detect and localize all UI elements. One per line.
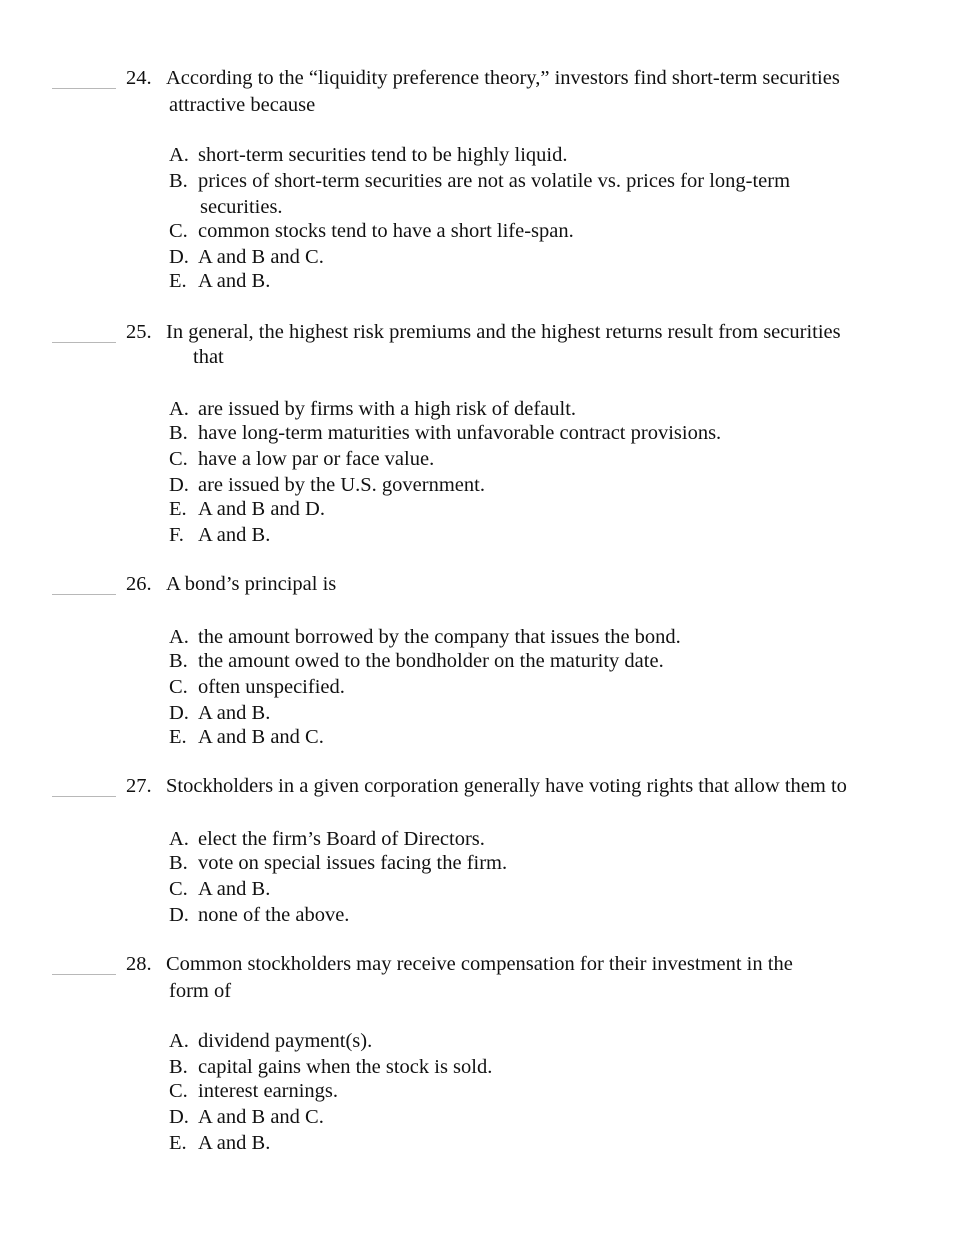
option-text: short-term securities tend to be highly liquid. xyxy=(198,144,568,166)
question-number: 24. xyxy=(126,67,152,89)
question-number: 27. xyxy=(126,775,152,797)
option-d xyxy=(169,701,270,725)
option-letter: E. xyxy=(169,498,187,520)
option-c xyxy=(169,1079,338,1103)
option-text: A and B and C. xyxy=(198,1106,324,1128)
option-d xyxy=(169,473,485,497)
option-c xyxy=(169,877,270,901)
option-text: prices of short-term securities are not as volatile vs. prices for long-term xyxy=(198,170,791,192)
option-letter: C. xyxy=(169,1080,188,1102)
option-text: A and B and C. xyxy=(198,726,324,748)
option-text: A and B. xyxy=(198,270,271,292)
question-stem-line-2: form of xyxy=(169,980,232,1002)
option-letter: C. xyxy=(169,676,188,698)
option-b xyxy=(169,421,721,445)
answer-blank[interactable] xyxy=(52,974,116,975)
option-text: the amount owed to the bondholder on the maturity date. xyxy=(198,650,664,672)
option-text: common stocks tend to have a short life-span. xyxy=(198,220,574,242)
option-text: none of the above. xyxy=(198,904,350,926)
option-text: A and B. xyxy=(198,1132,271,1154)
option-e xyxy=(169,497,325,521)
option-c xyxy=(169,675,345,699)
option-text: vote on special issues facing the firm. xyxy=(198,852,508,874)
option-b-continued: securities. xyxy=(200,196,283,218)
option-d xyxy=(169,245,324,269)
option-letter: B. xyxy=(169,650,188,672)
answer-blank[interactable] xyxy=(52,342,116,343)
option-a xyxy=(169,397,576,421)
option-letter: D. xyxy=(169,246,189,268)
option-c xyxy=(169,447,434,471)
option-letter: C. xyxy=(169,448,188,470)
question-stem-line-1: Common stockholders may receive compensation for their investment in the xyxy=(166,953,793,975)
option-text: the amount borrowed by the company that issues the bond. xyxy=(198,626,681,648)
option-text: A and B. xyxy=(198,702,271,724)
option-letter: D. xyxy=(169,474,189,496)
question-stem-line-1: Stockholders in a given corporation generally have voting rights that allow them to xyxy=(166,775,847,797)
option-text: elect the firm’s Board of Directors. xyxy=(198,828,485,850)
option-b xyxy=(169,649,664,673)
option-d xyxy=(169,1105,324,1129)
option-a xyxy=(169,1029,372,1053)
option-e xyxy=(169,725,324,749)
option-letter: C. xyxy=(169,220,188,242)
option-text: A and B and D. xyxy=(198,498,325,520)
option-letter: B. xyxy=(169,422,188,444)
option-text: interest earnings. xyxy=(198,1080,339,1102)
option-letter: E. xyxy=(169,270,187,292)
option-letter: B. xyxy=(169,1056,188,1078)
option-text: A and B and C. xyxy=(198,246,324,268)
option-a xyxy=(169,143,568,167)
option-letter: E. xyxy=(169,1132,187,1154)
option-letter: A. xyxy=(169,626,189,648)
option-b xyxy=(169,169,790,193)
option-a xyxy=(169,625,681,649)
option-d xyxy=(169,903,349,927)
option-letter: D. xyxy=(169,1106,189,1128)
option-text: are issued by the U.S. government. xyxy=(198,474,485,496)
option-c xyxy=(169,219,574,243)
question-number: 28. xyxy=(126,953,152,975)
question-number: 26. xyxy=(126,573,152,595)
question-stem-line-1: According to the “liquidity preference theory,” investors find short-term securities xyxy=(166,67,840,89)
option-letter: D. xyxy=(169,702,189,724)
answer-blank[interactable] xyxy=(52,88,116,89)
answer-blank[interactable] xyxy=(52,796,116,797)
option-f xyxy=(169,523,270,547)
option-letter: A. xyxy=(169,1030,189,1052)
option-text: dividend payment(s). xyxy=(198,1030,373,1052)
option-text: are issued by firms with a high risk of default. xyxy=(198,398,577,420)
option-letter: C. xyxy=(169,878,188,900)
option-e xyxy=(169,1131,270,1155)
option-text: have a low par or face value. xyxy=(198,448,435,470)
option-text: A and B. xyxy=(198,878,271,900)
option-b xyxy=(169,851,507,875)
question-stem-line-2: that xyxy=(193,346,224,368)
option-letter: B. xyxy=(169,852,188,874)
option-e xyxy=(169,269,270,293)
question-stem-line-1: A bond’s principal is xyxy=(166,573,337,595)
option-text: have long-term maturities with unfavorable contract provisions. xyxy=(198,422,722,444)
question-stem-line-1: In general, the highest risk premiums and the highest returns result from securities xyxy=(166,321,841,343)
option-b xyxy=(169,1055,492,1079)
option-letter: B. xyxy=(169,170,188,192)
option-text: capital gains when the stock is sold. xyxy=(198,1056,493,1078)
option-letter: D. xyxy=(169,904,189,926)
option-text: often unspecified. xyxy=(198,676,345,698)
option-letter: A. xyxy=(169,144,189,166)
option-text: A and B. xyxy=(198,524,271,546)
option-a xyxy=(169,827,485,851)
option-letter: A. xyxy=(169,398,189,420)
question-stem-line-2: attractive because xyxy=(169,94,316,116)
option-letter: A. xyxy=(169,828,189,850)
question-number: 25. xyxy=(126,321,152,343)
option-letter: F. xyxy=(169,524,184,546)
answer-blank[interactable] xyxy=(52,594,116,595)
option-letter: E. xyxy=(169,726,187,748)
